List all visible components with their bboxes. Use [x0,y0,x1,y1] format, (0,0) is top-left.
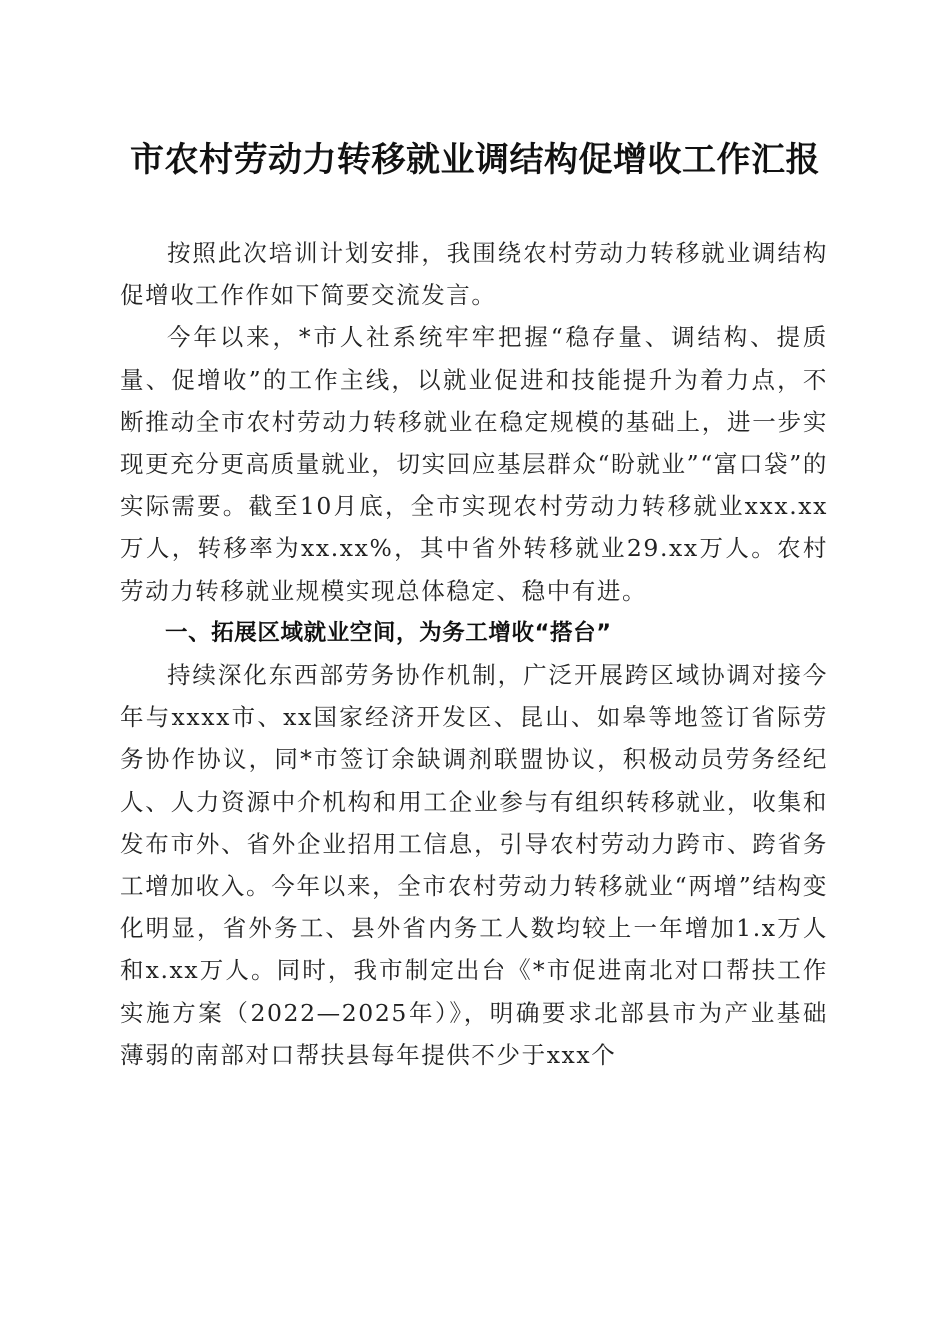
section-1-paragraph: 持续深化东西部劳务协作机制，广泛开展跨区域协调对接今年与xxxx市、xx国家经济开发区、昆山、如皋等地签订省际劳务协作协议，同*市签订余缺调剂联盟协议，积极动员劳务经纪人、人力资源中介机构和用工企业参与有组织转移就业，收集和发布市外、省外企业招用工信息，引导农村劳动力跨市、跨省务工增加收入。今年以来，全市农村劳动力转移就业“两增”结构变化明显，省外务工、县外省内务工人数均较上一年增加1.x万人和x.xx万人。同时，我市制定出台《*市促进南北对口帮扶工作实施方案（2022—2025年）》，明确要求北部县市为产业基础薄弱的南部对口帮扶县每年提供不少于xxx个 [120,661,828,1069]
document-body [120,232,828,1076]
section-1-heading: 一、拓展区域就业空间，为务工增收“搭台” [165,619,612,646]
intro-paragraph: 按照此次培训计划安排，我围绕农村劳动力转移就业调结构促增收工作作如下简要交流发言。 [120,239,828,310]
document-title: 市农村劳动力转移就业调结构促增收工作汇报 [130,140,820,180]
overview-paragraph: 今年以来，*市人社系统牢牢把握“稳存量、调结构、提质量、促增收”的工作主线，以就业促进和技能提升为着力点，不断推动全市农村劳动力转移就业在稳定规模的基础上，进一步实现更充分更高质量就业，切实回应基层群众“盼就业”“富口袋”的实际需要。截至10月底，全市实现农村劳动力转移就业xxx.xx万人，转移率为xx.xx%，其中省外转移就业29.xx万人。农村劳动力转移就业规模实现总体稳定、稳中有进。 [120,323,828,605]
